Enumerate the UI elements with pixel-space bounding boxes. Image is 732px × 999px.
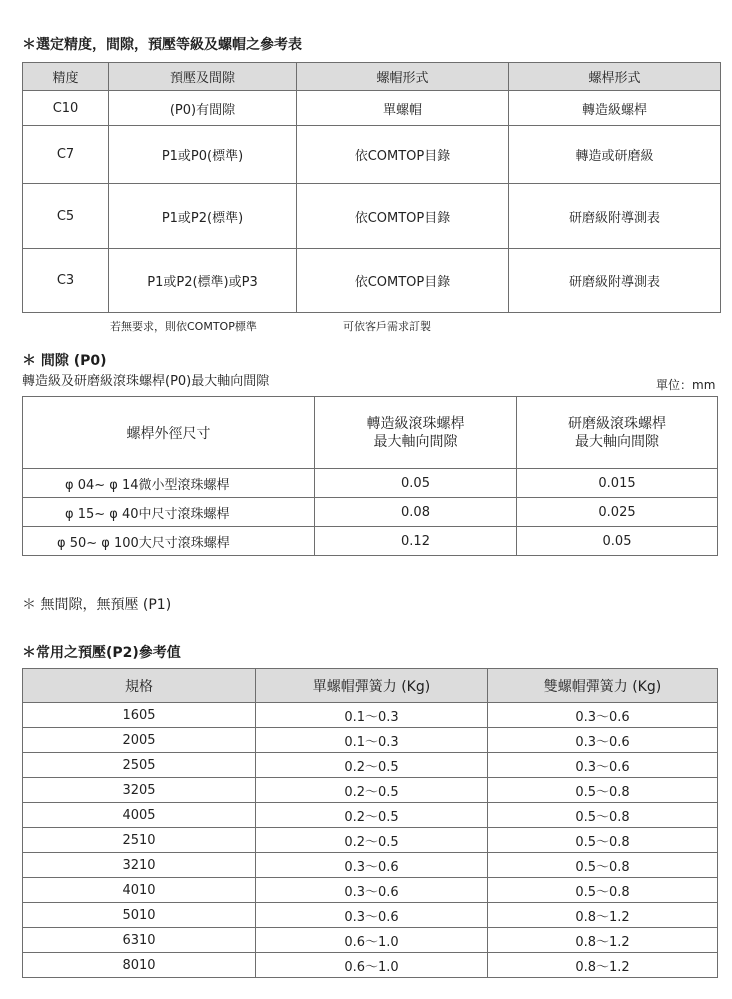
table-cell: 0.025	[517, 498, 718, 527]
table-cell: 2505	[23, 753, 256, 778]
table-cell: φ 15~ φ 40中尺寸滾珠螺桿	[23, 498, 315, 527]
table-cell: 單螺帽	[297, 91, 509, 126]
section3-title: ＊ 無間隙，無預壓 (P1)	[22, 597, 172, 613]
header-line: 最大軸向間隙	[575, 433, 659, 450]
header-cell	[315, 397, 517, 469]
table-cell: P1或P2(標準)	[109, 184, 297, 249]
table-cell: φ 04~ φ 14微小型滾珠螺桿	[23, 469, 315, 498]
table-cell: 0.5～0.8	[488, 803, 718, 828]
table-cell: 0.2～0.5	[256, 753, 488, 778]
header-cell: 單螺帽彈簧力 (Kg)	[256, 669, 488, 703]
header-line: 轉造級滾珠螺桿	[366, 415, 465, 432]
table-cell: 0.3～0.6	[488, 728, 718, 753]
table-cell: 轉造級螺桿	[509, 91, 721, 126]
table-cell: 3210	[23, 853, 256, 878]
table-cell: C10	[23, 91, 109, 126]
table-cell: 0.015	[517, 469, 718, 498]
backlash-table	[22, 396, 718, 556]
section2-subtitle: 轉造級及研磨級滾珠螺桿(P0)最大軸向間隙	[22, 374, 270, 389]
table-cell: 0.12	[315, 527, 517, 556]
table-cell: φ 50~ φ 100大尺寸滾珠螺桿	[23, 527, 315, 556]
table-cell: 4010	[23, 878, 256, 903]
table-row	[23, 753, 718, 778]
table-cell: 3205	[23, 778, 256, 803]
table-row	[23, 126, 721, 184]
table-cell: 5010	[23, 903, 256, 928]
table-cell: P1或P0(標準)	[109, 126, 297, 184]
table-cell: 0.6～1.0	[256, 953, 488, 978]
section2-title: ＊ 間隙 (P0)	[22, 353, 107, 369]
precision-table	[22, 62, 721, 313]
table-row	[23, 803, 718, 828]
header-cell: 螺桿外徑尺寸	[23, 397, 315, 469]
table-row	[23, 184, 721, 249]
header-cell: 預壓及間隙	[109, 63, 297, 91]
table-cell: 0.5～0.8	[488, 853, 718, 878]
table-cell: 0.8～1.2	[488, 903, 718, 928]
preload-table	[22, 668, 718, 978]
header-cell: 螺帽形式	[297, 63, 509, 91]
table-cell: C7	[23, 126, 109, 184]
table-cell: 0.5～0.8	[488, 778, 718, 803]
table-row	[23, 878, 718, 903]
section4-title: ＊常用之預壓(P2)參考值	[22, 645, 181, 661]
table-cell: 0.05	[315, 469, 517, 498]
header-cell: 規格	[23, 669, 256, 703]
table-row	[23, 953, 718, 978]
header-cell	[517, 397, 718, 469]
table-row	[23, 928, 718, 953]
table-cell: 依COMTOP目錄	[297, 184, 509, 249]
table-cell: 研磨級附導測表	[509, 249, 721, 313]
table-cell: 0.08	[315, 498, 517, 527]
table-cell: (P0)有間隙	[109, 91, 297, 126]
table-cell: 0.8～1.2	[488, 953, 718, 978]
header-cell: 精度	[23, 63, 109, 91]
table-cell: 0.3～0.6	[488, 753, 718, 778]
table-cell: 0.3～0.6	[256, 853, 488, 878]
table-cell: 0.1～0.3	[256, 728, 488, 753]
table-cell: 0.6～1.0	[256, 928, 488, 953]
table-cell: 0.3～0.6	[256, 903, 488, 928]
table-cell: 0.2～0.5	[256, 828, 488, 853]
table-header-row	[23, 397, 718, 469]
header-cell: 雙螺帽彈簧力 (Kg)	[488, 669, 718, 703]
table-cell: 研磨級附導測表	[509, 184, 721, 249]
note-custom-order: 可依客戶需求訂製	[343, 320, 431, 333]
table-cell: 4005	[23, 803, 256, 828]
note-default-standard: 若無要求，則依COMTOP標準	[110, 320, 257, 333]
table-row	[23, 853, 718, 878]
table-header-row	[23, 669, 718, 703]
table-cell: 2510	[23, 828, 256, 853]
table-cell: 2005	[23, 728, 256, 753]
table-cell: 0.5～0.8	[488, 878, 718, 903]
table-row	[23, 498, 718, 527]
table-cell: 依COMTOP目錄	[297, 249, 509, 313]
section1-title: ＊選定精度，間隙，預壓等級及螺帽之參考表	[22, 37, 302, 53]
table-cell: 0.2～0.5	[256, 803, 488, 828]
table-cell: 0.8～1.2	[488, 928, 718, 953]
table-cell: 0.3～0.6	[256, 878, 488, 903]
table-row	[23, 778, 718, 803]
table-cell: P1或P2(標準)或P3	[109, 249, 297, 313]
table-cell: C3	[23, 249, 109, 313]
table-cell: 0.5～0.8	[488, 828, 718, 853]
table-row	[23, 469, 718, 498]
table-row	[23, 903, 718, 928]
table-cell: 轉造或研磨級	[509, 126, 721, 184]
table-row	[23, 703, 718, 728]
table-cell: 0.1～0.3	[256, 703, 488, 728]
table-cell: C5	[23, 184, 109, 249]
table-row	[23, 527, 718, 556]
table-row	[23, 249, 721, 313]
table-row	[23, 91, 721, 126]
table-cell: 0.2～0.5	[256, 778, 488, 803]
table-cell: 8010	[23, 953, 256, 978]
unit-label: 單位：mm	[656, 378, 716, 392]
table-cell: 1605	[23, 703, 256, 728]
header-cell: 螺桿形式	[509, 63, 721, 91]
table-cell: 依COMTOP目錄	[297, 126, 509, 184]
table-row	[23, 828, 718, 853]
table-header-row	[23, 63, 721, 91]
table-cell: 0.3～0.6	[488, 703, 718, 728]
header-line: 研磨級滾珠螺桿	[568, 415, 666, 432]
table-cell: 6310	[23, 928, 256, 953]
table-cell: 0.05	[517, 527, 718, 556]
table-row	[23, 728, 718, 753]
header-line: 最大軸向間隙	[373, 433, 458, 450]
